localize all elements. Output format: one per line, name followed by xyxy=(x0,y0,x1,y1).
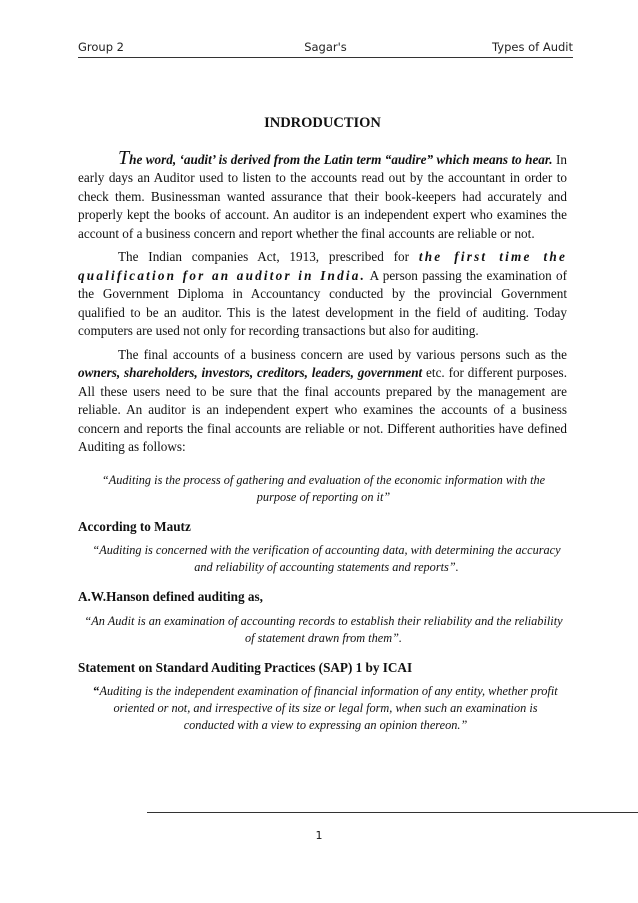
quote-open-mark: “ xyxy=(93,684,100,698)
paragraph-1 xyxy=(78,146,567,244)
definition-quote-1: “Auditing is the process of gathering and evaluation of the economic information with the purpose of reporting on it” xyxy=(101,472,546,504)
heading-hanson: A.W.Hanson defined auditing as, xyxy=(78,589,263,604)
paragraph-2 xyxy=(78,248,567,341)
paragraph-2-rest: A person passing the examination of the Government Diploma in Accountancy conducted by the provincial Government qualified to be an auditor. This is the latest development in the field of auditing. Today computers are used not only for recording transactions but also for auditing. xyxy=(78,267,567,338)
header-right: Types of Audit xyxy=(492,40,573,54)
definition-quote-hanson: “An Audit is an examination of accounting records to establish their reliability and the reliability of statement drawn from them”. xyxy=(84,613,563,645)
paragraph-3-emphasis: owners, shareholders, investors, creditors, leaders, government xyxy=(78,365,423,380)
paragraph-3 xyxy=(78,346,567,457)
page-header xyxy=(78,40,573,56)
header-left: Group 2 xyxy=(78,40,124,54)
definition-quote-sap xyxy=(78,683,567,734)
heading-sap: Statement on Standard Auditing Practices (SAP) 1 by ICAI xyxy=(78,659,413,675)
definition-quote-mautz: “Auditing is concerned with the verification of accounting data, with determining the accuracy and reliability of accounting statements and reports”. xyxy=(92,543,561,574)
paragraph-2-pre: The Indian companies Act, 1913, prescribed for xyxy=(118,249,419,264)
quote-sap-text: Auditing is the independent examination of financial information of any entity, whether profit oriented or not, and irrespective of its size or legal form, when such an examination is conducted with a view to expressing an opinion thereon.” xyxy=(99,684,558,732)
drop-cap: T xyxy=(118,146,130,169)
header-center: Sagar's xyxy=(304,40,347,54)
paragraph-3-pre: The final accounts of a business concern are used by various persons such as the xyxy=(118,346,567,362)
paragraph-3-rest: etc. for different purposes. All these users need to be sure that the final accounts prepared by the management are reliable. An auditor is an independent expert who examines the accounts of a business concern and reports the final accounts are reliable or not. Different authorities have defined Auditing as follows: xyxy=(78,365,567,454)
heading-mautz: According to Mautz xyxy=(78,518,191,534)
page-title: INDRODUCTION xyxy=(264,115,381,131)
paragraph-1-rest: In early days an Auditor used to listen to the accounts read out by the accountant in order to check them. Businessman wanted assurance that their book-keepers had accurately and properly kept the books of account. An auditor is an independent expert who examines the account of a business concern and report whether the final accounts are reliable or not. xyxy=(78,151,567,241)
paragraph-2-emphasis: the first time the qualification for an auditor in India. xyxy=(78,249,567,283)
paragraph-1-lead: he word, ‘audit’ is derived from the Latin term “audire” which means to hear. xyxy=(129,151,553,167)
page-number: 1 xyxy=(315,829,323,842)
footer-divider xyxy=(147,812,638,813)
document-body xyxy=(78,114,567,746)
header-divider xyxy=(78,57,573,58)
